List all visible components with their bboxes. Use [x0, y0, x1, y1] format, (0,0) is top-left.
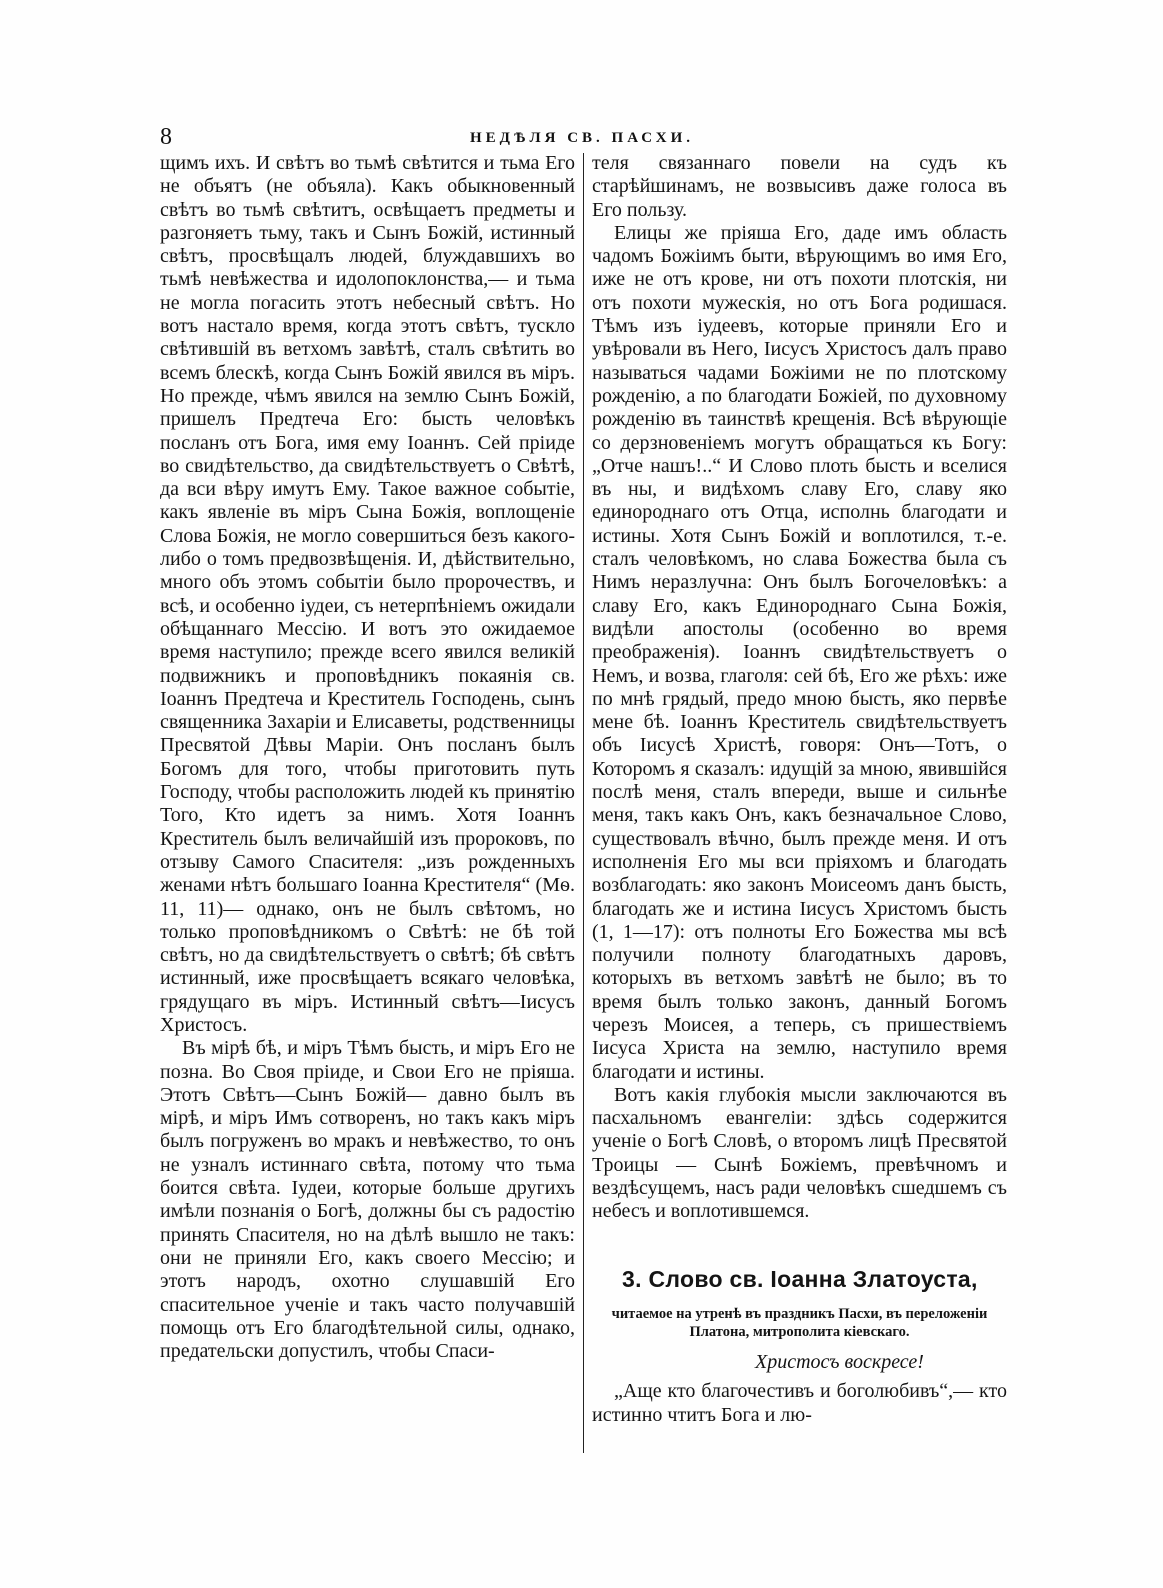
right-paragraph-3: Вотъ какія глубокія мысли заключаются въ пасхальномъ евангеліи: здѣсь содержится ученіе о Богѣ Словѣ, о второмъ лицѣ Пресвятой Троицы — Сынѣ Божіемъ, превѣчномъ и вездѣсущемъ, насъ ради человѣкъ сшедшемъ съ небесъ и воплотившемся. [592, 1083, 1007, 1223]
right-paragraph-1: теля связаннаго повели на судъ къ старѣйшинамъ, не возвысивъ даже голоса въ Его пользу. [592, 152, 1007, 221]
right-paragraph-2: Елицы же пріяша Его, даде имъ область чадомъ Божіимъ быти, вѣрующимъ во имя Его, иже не отъ крове, ни отъ похоти плотскія, ни отъ похоти мужескія, но отъ Бога родишася. Тѣмъ изъ іудеевъ, которые приняли Его и увѣровали въ Него, Іисусъ Христосъ далъ право называться чадами Божіими не по плотскому рожденію, а по благодати Божіей, по духовному рожденію въ таинствѣ крещенія. Всѣ вѣрующіе со дерзновеніемъ могутъ обращаться къ Богу: „Отче нашъ!..“ И Слово плоть бысть и вселися въ ны, и видѣхомъ славу Его, славу яко единороднаго отъ Отца, исполнь благодати и истины. Хотя Сынъ Божій и воплотился, т.-е. сталъ человѣкомъ, но слава Божества была съ Нимъ неразлучна: Онъ былъ Богочеловѣкъ: а славу Его, какъ Единороднаго Сына Божія, видѣли апостолы (особенно во время преображенія). Іоаннъ свидѣтельствуетъ о Немъ, и возва, глаголя: сей бѣ, Его же рѣхъ: иже по мнѣ грядый, предо мною бысть, яко первѣе мене бѣ. Іоаннъ Креститель свидѣтельствуетъ объ Іисусѣ Христѣ, говоря: Онъ—Тотъ, о Которомъ я сказалъ: идущій за мною, явившійся послѣ меня, сталъ впереди, выше и сильнѣе меня, такъ какъ Онъ, какъ безначальное Слово, существовалъ вѣчно, былъ прежде меня. И отъ исполненія Его мы вси пріяхомъ и благодать возблагодать: яко законъ Моисеомъ данъ бысть, благодать же и истина Іисусъ Христомъ бысть (1, 1—17): отъ полноты Его Божества мы всѣ получили полноту благодатныхъ даровъ, которыхъ въ ветхомъ завѣтѣ не было; въ то время былъ только законъ, данный Богомъ черезъ Моисея, а теперь, съ пришествіемъ Іисуса Христа на землю, наступило время благодати и истины. [592, 221, 1007, 1083]
left-paragraph-1: щимъ ихъ. И свѣтъ во тьмѣ свѣтится и тьма Его не объятъ (не объяла). Какъ обыкновенный свѣтъ во тьмѣ свѣтитъ, освѣщаетъ предметы и разгоняетъ тьму, такъ и Сынъ Божій, истинный свѣтъ, просвѣщалъ людей, блуждавшихъ во тьмѣ невѣжества и идолопоклонства,— и тьма не могла погасить этотъ небесный свѣтъ. Но вотъ настало время, когда этотъ свѣтъ, тускло свѣтившій въ ветхомъ завѣтѣ, сталъ свѣтить во всемъ блескѣ, когда Сынъ Божій явился въ міръ. Но прежде, чѣмъ явился на землю Сынъ Божій, пришелъ Предтеча Его: бысть человѣкъ посланъ отъ Бога, имя ему Іоаннъ. Сей пріиде во свидѣтельство, да свидѣтельствуетъ о Свѣтѣ, да вси вѣру имутъ Ему. Такое важное событіе, какъ явленіе въ міръ Сына Божія, воплощеніе Слова Божія, не могло совершиться безъ какого-либо о томъ предвозвѣщенія. И, дѣйствительно, много объ этомъ событіи было пророчествъ, и всѣ, и особенно іудеи, съ нетерпѣніемъ ожидали обѣщаннаго Мессію. И вотъ это ожидаемое время наступило; прежде всего явился великій подвижникъ и проповѣдникъ покаянія св. Іоаннъ Предтеча и Креститель Господень, сынъ священника Захаріи и Елисаветы, родственницы Пресвятой Дѣвы Маріи. Онъ посланъ былъ Богомъ для того, чтобы приготовить путь Господу, чтобы расположить людей къ принятію Того, Кто идетъ за нимъ. Хотя Іоаннъ Креститель былъ величайшій изъ пророковъ, по отзыву Самого Спасителя: „изъ рожденныхъ женами нѣтъ большаго Іоанна Крестителя“ (Мѳ. 11, 11)— однако, онъ не былъ свѣтомъ, но только проповѣдникомъ о Свѣтѣ: не бѣ той свѣтъ, но да свидѣтельствуетъ о свѣтѣ; бѣ свѣтъ истинный, иже просвѣщаетъ всякаго человѣка, грядущаго въ міръ. Истинный свѣтъ—Іисусъ Христосъ. [160, 152, 575, 1036]
right-column [592, 152, 1007, 1427]
greeting: Христосъ воскресе! [755, 1350, 924, 1373]
left-column [160, 152, 575, 1363]
left-paragraph-2: Въ мірѣ бѣ, и міръ Тѣмъ бысть, и міръ Его не позна. Во Своя пріиде, и Свои Его не пріяша. Этотъ Свѣтъ—Сынъ Божій— давно былъ въ мірѣ, и міръ Имъ сотворенъ, но такъ какъ міръ былъ погруженъ во мракъ и невѣжество, то онъ не узналъ истиннаго свѣта, потому что тьма боится свѣта. Іудеи, которые больше другихъ имѣли познанія о Богѣ, должны бы съ радостію принять Спасителя, но на дѣлѣ вышло не такъ: они не приняли Его, какъ своего Мессію; и этотъ народъ, охотно слушавшій Его спасительное ученіе и такъ часто получавшій помощь отъ Его благодѣтельной силы, однако, предательски допустилъ, чтобы Спаси- [160, 1037, 575, 1363]
page-number: 8 [160, 124, 172, 150]
section-title: 3. Слово св. Іоанна Златоуста, [622, 1265, 978, 1292]
section-subtitle: читаемое на утренѣ въ праздникъ Пасхи, въ переложеніи Платона, митрополита кіевскаго. [611, 1305, 988, 1340]
column-divider [583, 153, 584, 1453]
right-paragraph-4: „Аще кто благочестивъ и боголюбивъ“,— кто истинно чтитъ Бога и лю- [592, 1380, 1007, 1426]
running-head: НЕДѢЛЯ СВ. ПАСХИ. [470, 130, 694, 146]
